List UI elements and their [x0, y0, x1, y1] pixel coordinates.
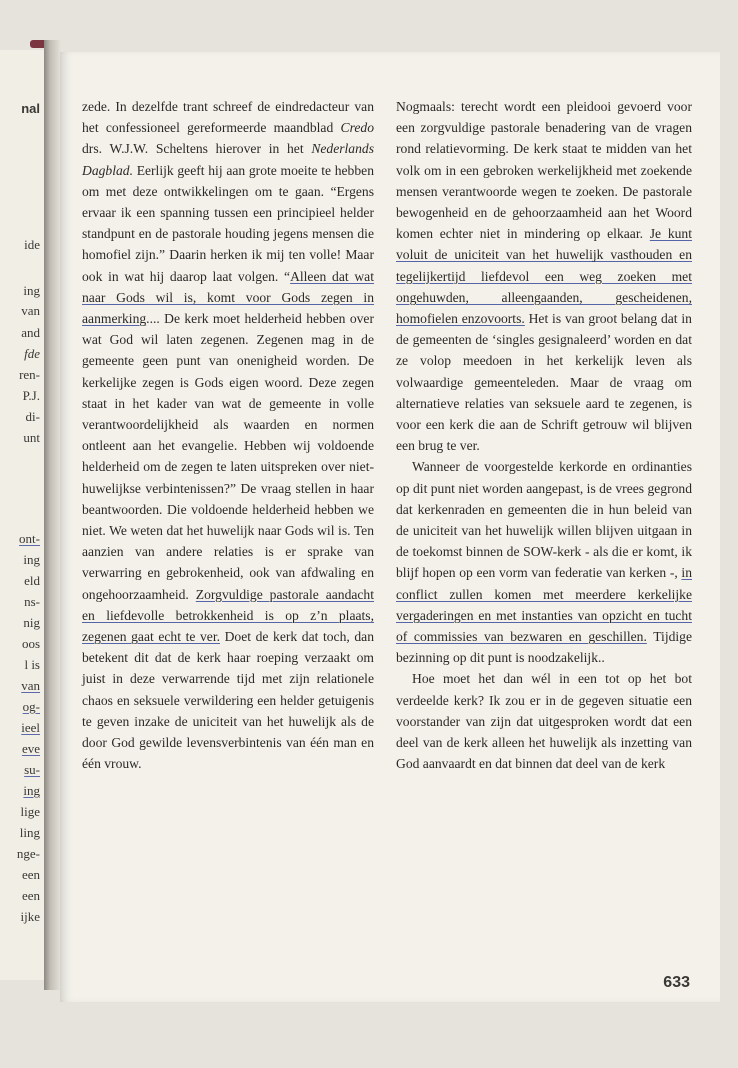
paragraph: [396, 96, 692, 456]
text-run: Eerlijk geeft hij aan grote moeite te hebben om met deze ontwikkelingen om te gaan. “Ergens ervaar ik een spanning tussen een principieel helder standpunt en de pastorale houding jegens mensen die homofiel zijn.” Daarin herken ik mij ten volle! Maar ook in wat hij daarop laat volgen. “: [82, 162, 374, 284]
underlined-passage: Alleen dat wat naar Gods wil is, komt voor Gods zegen in aanmerking: [82, 268, 374, 327]
left-fragment: ieel: [21, 720, 40, 735]
left-fragment: and: [21, 325, 40, 340]
text-run: Het is van groot belang dat in de gemeenten de ‘singles gesignaleerd’ worden en dat ze volop meedoen in het kerkelijk leven als volwaardige gemeenteleden. Maar de vraag om alternatieve relaties van seksuele aard te zegenen, is voor een kerk die aan de Schrift getrouw wil blijven een brug te ver.: [396, 311, 692, 454]
text-run: .... De kerk moet helderheid hebben over wat God wil laten zegenen. Zegenen mag in de gemeente geen punt van onenigheid worden. De kerkelijke zegen is Gods eigen woord. Deze zegen staat in het kader van wat de gemeente in volle verantwoordelijkheid als waarden en normen ontleent aan het evangelie. Hebben wij voldoende helderheid om de zegen te laten uitspreken over niet-huwelijkse verbintenissen?” De vraag stellen in haar beantwoorden. Die voldoende helderheid hebben we niet. We weten dat het huwelijk naar Gods wil is. Ten aanzien van andere relaties is er sprake van verwarring en gebrokenheid, ook van afdwaling en ongehoorzaamheid.: [82, 311, 374, 602]
left-fragment: een: [21, 867, 40, 882]
left-page-edge: [0, 50, 44, 980]
left-fragment: ing: [23, 283, 40, 298]
left-fragment: oos: [21, 636, 40, 651]
text-run: drs. W.J.W. Scheltens hierover in het: [82, 141, 312, 157]
left-fragment: og-: [22, 699, 40, 714]
left-fragment: een: [21, 888, 40, 903]
paragraph: [396, 456, 692, 668]
left-fragment: van: [21, 303, 40, 318]
magazine-title-credo: Credo: [340, 120, 374, 136]
left-fragment: lige: [20, 804, 40, 819]
left-fragment: ide: [24, 237, 40, 252]
left-fragment: P.J.: [22, 388, 40, 403]
underlined-passage: Je kunt voluit de uniciteit van het huwelijk vasthouden en tegelijkertijd liefdevol een weg zoeken met ongehuwden, alleengaanden, gescheidenen, homofielen enzovoorts.: [396, 226, 693, 327]
text-run: Wanneer de voorgestelde kerkorde en ordinanties op dit punt niet worden aangepast, is de vrees gegrond dat kerkenraden en gemeenten die in hun beleid van de uniciteit van het huwelijk willen blijven uitgaan in de toekomst binnen de SOW-kerk - als die er komt, ik blijf hopen op een vorm van federatie van kerken -,: [396, 459, 692, 581]
left-fragment: ijke: [20, 909, 40, 924]
text-run: zede. In dezelfde trant schreef de eindredacteur van het confessioneel gereformeerde maandblad: [82, 99, 374, 136]
left-fragment: su-: [24, 762, 40, 777]
left-fragment: van: [21, 678, 40, 693]
left-fragment: nig: [23, 615, 40, 630]
left-fragment: ren-: [19, 367, 40, 382]
text-run: Tijdige bezinning op dit punt is noodzakelijk..: [396, 629, 693, 666]
left-fragment: unt: [23, 430, 40, 445]
left-fragment: ing: [23, 783, 40, 798]
paragraph: Hoe moet het dan wél in een tot op het bot verdeelde kerk? Ik zou er in de gegeven situatie een voorstander van zijn dat uitgesproken wordt dat een deel van de kerk alleen het huwelijk als inzetting van God aanvaardt en dat binnen dat deel van de kerk: [396, 671, 692, 772]
text-run: Nogmaals: terecht wordt een pleidooi gevoerd voor een zorgvuldige pastorale benadering van de vragen rond relatievorming. De kerk staat te midden van het volk om in een gebroken werkelijkheid met zoekende mensen verantwoorde wegen te zoeken. De pastorale bewogenheid en de gehoorzaamheid aan het Woord komen echter niet in mindering op elkaar.: [396, 99, 692, 242]
left-fragment: ing: [23, 552, 40, 567]
left-fragment: l is: [24, 657, 40, 672]
left-fragment: nge-: [16, 846, 40, 861]
left-fragment: ling: [19, 825, 40, 840]
left-fragment: di-: [25, 409, 40, 424]
underlined-passage: Zorgvuldige pastorale aandacht en liefdevolle betrokkenheid is op z’n plaats, zegenen gaat echt te ver.: [82, 586, 375, 645]
left-fragment: ns-: [24, 594, 40, 609]
text-run: Doet de kerk dat toch, dan betekent dit dat de kerk haar roeping verzaakt om juist in deze verwarrende tijd met zijn relationele chaos en seksuele verwildering een helder getuigenis te geven inzake de uniciteit van het huwelijk als de door God gewilde levensverbintenis van één man en één vrouw.: [82, 629, 374, 772]
text-column-left: [82, 96, 374, 775]
page-number: 633: [663, 974, 690, 991]
left-fragment: eld: [24, 573, 40, 588]
underlined-passage: in conflict zullen komen met meerdere kerkelijke vergaderingen en met instanties van opzicht en tucht of commissies van bezwaren en geschillen.: [396, 565, 692, 645]
text-column-right: [396, 96, 692, 775]
left-fragment: ont-: [19, 531, 40, 546]
right-page: [60, 52, 720, 1002]
left-page-heading-fragment: nal: [21, 101, 40, 116]
paragraph: [82, 96, 374, 775]
left-fragment: eve: [21, 741, 40, 756]
newspaper-title: Nederlands Dagblad.: [82, 141, 374, 178]
left-fragment: fde: [24, 346, 40, 361]
